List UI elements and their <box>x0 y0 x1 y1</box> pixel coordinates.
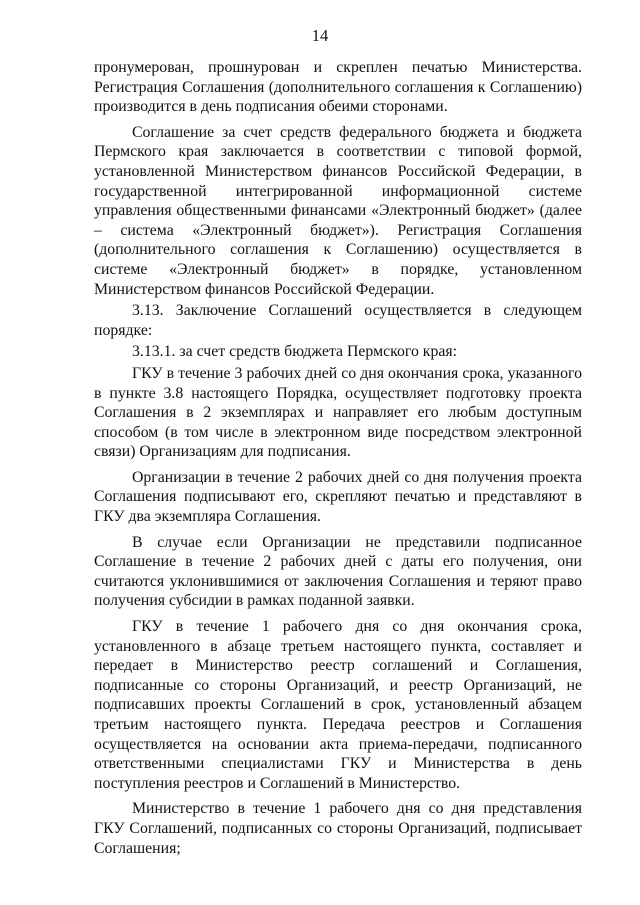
page-number: 14 <box>311 26 329 45</box>
paragraph-ministry-signing: Министерство в течение 1 рабочего дня со дня представления ГКУ Соглашений, подписанных со стороны Организаций, подписывает Соглашения; <box>94 800 582 857</box>
paragraph-gku-preparation: ГКУ в течение 3 рабочих дней со дня окончания срока, указанного в пункте 3.8 настоящего Порядка, осуществляет подготовку проекта Соглашения в 2 экземплярах и направляет его любым доступным способом (в том числе в электронном виде посредством электронной связи) Организациям для подписания. <box>94 364 582 461</box>
paragraph-federal-budget-agreement: Соглашение за счет средств федерального бюджета и бюджета Пермского края заключается в соответствии с типовой формой, установленной Министерством финансов Российской Федерации, в государственной интегрированной информационной системе управления общественными финансами «Электронный бюджет» (далее – система «Электронный бюджет»). Регистрация Соглашения (дополнительного соглашения к Соглашению) осуществляется в системе «Электронный бюджет» в порядке, установленном Министерством финансов Российской Федерации. <box>94 123 582 298</box>
paragraph-section-3-13-1: 3.13.1. за счет средств бюджета Пермского края: <box>132 343 458 361</box>
paragraph-organizations-signing: Организации в течение 2 рабочих дней со дня получения проекта Соглашения подписывают его, скрепляют печатью и представляют в ГКУ два экземпляра Соглашения. <box>94 468 582 526</box>
paragraph-continuation: пронумерован, прошнурован и скреплен печатью Министерства. Регистрация Соглашения (дополнительного соглашения к Соглашению) производится в день подписания обеими сторонами. <box>94 59 582 116</box>
document-body <box>94 58 582 860</box>
paragraph-gku-registry-transfer: ГКУ в течение 1 рабочего дня со дня окончания срока, установленного в абзаце третьем настоящего пункта, составляет и передает в Министерство реестр соглашений и Соглашения, подписанные со стороны Организаций, и реестр Организаций, не подписавших проекты Соглашений в срок, установленный абзацем третьим настоящего пункта. Передача реестров и Соглашения осуществляется на основании акта приема-передачи, подписанного ответственными специалистами ГКУ и Министерства в день поступления реестров и Соглашений в Министерство. <box>94 618 582 792</box>
paragraph-evasion: В случае если Организации не представили подписанное Соглашение в течение 2 рабочих дней с даты его получения, они считаются уклонившимися от заключения Соглашения и теряют право получения субсидии в рамках поданной заявки. <box>94 533 582 610</box>
paragraph-section-3-13: 3.13. Заключение Соглашений осуществляется в следующем порядке: <box>94 302 582 339</box>
